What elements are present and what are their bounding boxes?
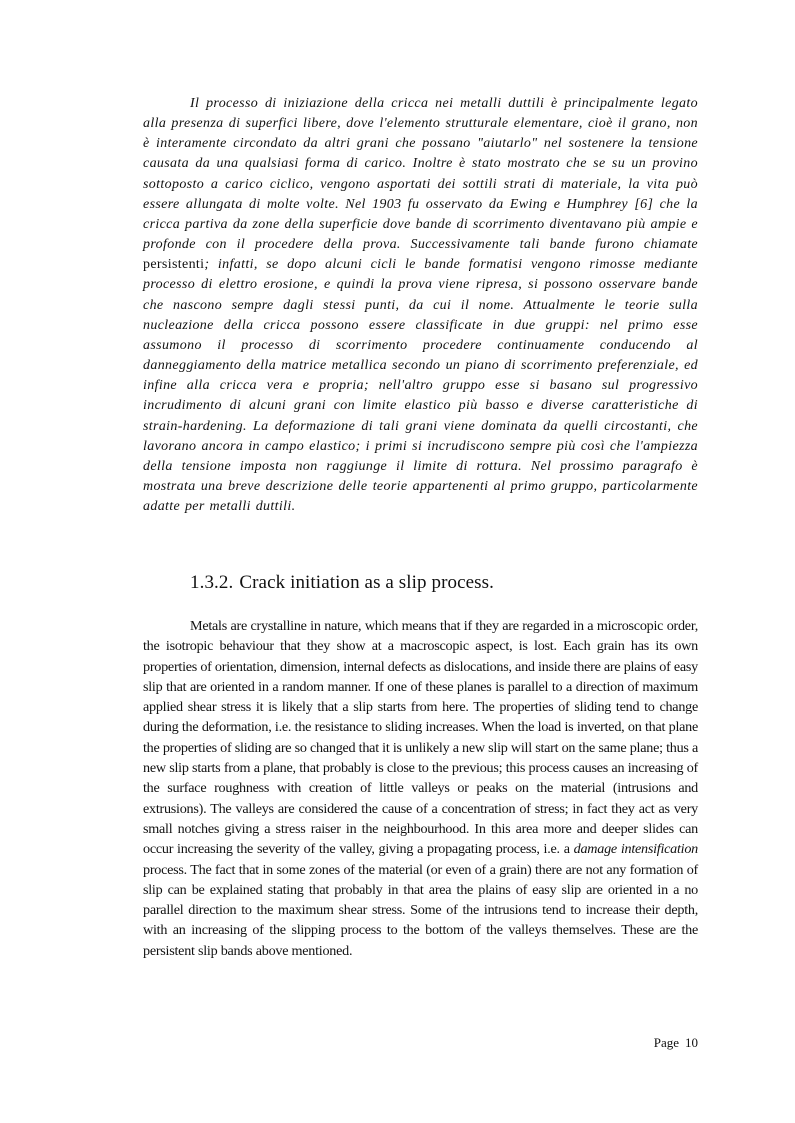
italian-text-part1: Il processo di iniziazione della cricca nei metalli duttili è principalmente legato alla presenza di superfici libere, dove l'elemento strutturale elementare, cioè il grano, non è interamente circondato da altri grani che possano "aiutarlo" nel sostenere la tensione causata da una qualsiasi forma di carico. Inoltre è stato mostrato che se su un provino sottoposto a carico ciclico, vengono asportati dei sottili strati di materiale, la vita può essere allungata di molte volte. Nel 1903 fu osservato da Ewing e Humphrey [6] che la cricca partiva da zone della superficie dove bande di scorrimento diventavano più ampie e profonde con il procedere della prova. Successivamente tali bande furono chiamate	[143, 96, 698, 253]
italian-upright-word: persistenti	[143, 257, 205, 273]
english-text-part2: process. The fact that in some zones of the material (or even of a grain) there are not any formation of slip can be explained stating that probably in that area the plains of easy slip are oriented in a no parallel direction to the maximum shear stress. Some of the intrusions tend to increase their depth, with an increasing of the slipping process to the bottom of the valleys themselves. These are the persistent slip bands above mentioned.	[143, 861, 698, 959]
italian-text-part2: ; infatti, se dopo alcuni cicli le bande formatisi vengono rimosse mediante processo di elettro erosione, e quindi la prova viene ripresa, si possono osservare bande che nascono sempre dagli stessi punti, da cui il nome. Attualmente le teorie sulla nucleazione della cricca possono essere classificate in due gruppi: nel primo esse assumono il processo di scorrimento procedere continuamente conducendo al danneggiamento della matrice metallica secondo un piano di scorrimento preferenziale, ed infine alla cricca vera e propria; nell'altro gruppo esse si basano sul progressivo incrudimento di alcuni grani con limite elastico più basso e diverse caratteristiche di strain-hardening. La deformazione di tali grani viene dominata da quelli circostanti, che lavorano ancora in campo elastico; i primi si incrudiscono sempre più così che l'ampiezza della tensione imposta non raggiunge il limite di rottura. Nel prossimo paragrafo è mostrata una breve descrizione delle teorie appartenenti al primo gruppo, particolarmente adatte per metalli duttili.	[143, 257, 698, 515]
section-heading	[190, 571, 494, 595]
english-paragraph	[143, 616, 698, 961]
page-number: 10	[685, 1035, 698, 1050]
section-title: Crack initiation as a slip process.	[239, 572, 495, 593]
section-number: 1.3.2.	[190, 572, 234, 593]
page-label: Page	[653, 1035, 679, 1050]
english-text-part1: Metals are crystalline in nature, which means that if they are regarded in a microscopic order, the isotropic behaviour that they show at a macroscopic aspect, is lost. Each grain has its own properties of orientation, dimension, internal defects as dislocations, and inside there are plains of easy slip that are oriented in a random manner. If one of these planes is parallel to a direction of maximum applied shear stress it is likely that a slip starts from here. The properties of sliding tend to change during the deformation, i.e. the resistance to sliding increases. When the load is inverted, on that plane the properties of sliding are so changed that it is unlikely a new slip will start on the same plane; thus a new slip starts from a plane, that probably is close to the previous; this process causes an increasing of the surface roughness with creation of little valleys or peaks on the material (intrusions and extrusions). The valleys are considered the cause of a concentration of stress; in fact they act as very small notches giving a stress raiser in the neighbourhood. In this area more and deeper slides can occur increasing the severity of the valley, giving a propagating process, i.e. a	[143, 618, 698, 858]
english-emphasis: damage intensification	[573, 841, 698, 858]
page-footer	[654, 1034, 698, 1052]
italian-paragraph	[143, 94, 698, 517]
